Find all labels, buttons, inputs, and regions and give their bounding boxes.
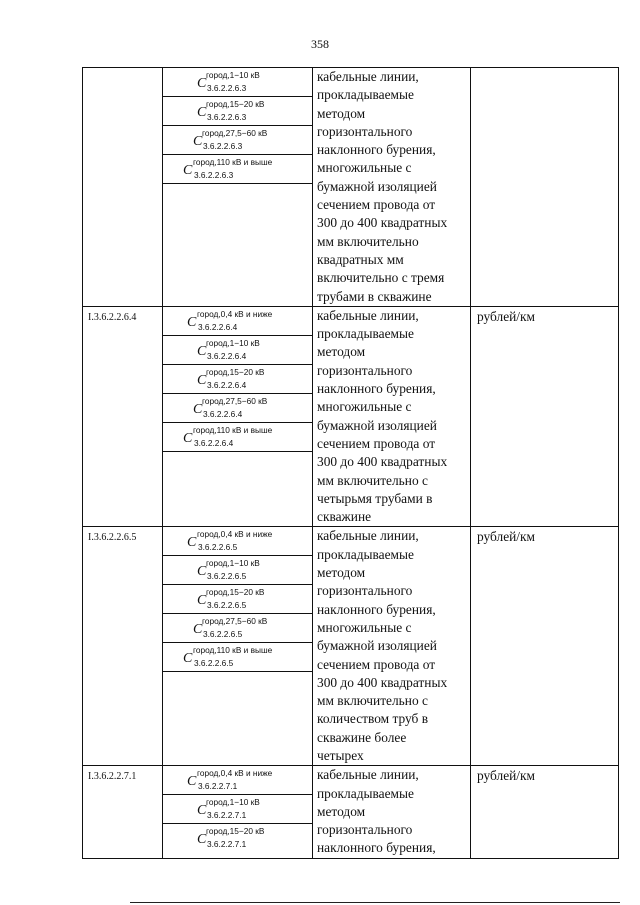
- description-line: методом: [317, 803, 366, 819]
- rate-symbol-letter: C: [193, 134, 203, 149]
- rate-symbol: [163, 614, 312, 643]
- description-line: прокладываемые: [317, 785, 414, 801]
- table-row: [83, 766, 619, 858]
- rate-symbol-letter: C: [183, 430, 193, 446]
- description-line: прокладываемые: [317, 546, 414, 562]
- description-line: многожильные с: [317, 160, 412, 176]
- rate-symbol-letter: C: [197, 76, 207, 91]
- description-line: мм включительно: [317, 233, 419, 249]
- rate-symbol-subscript: 3.6.2.2.6.5: [194, 658, 234, 669]
- rate-symbol: [163, 423, 312, 452]
- unit: [471, 68, 619, 307]
- rate-symbol-superscript: город,15−20 кВ: [206, 99, 265, 109]
- description-line: трубами в скважине: [317, 288, 432, 304]
- description-line: методом: [317, 565, 366, 581]
- rate-symbol-superscript: город,0,4 кВ и ниже: [197, 529, 273, 540]
- rate-symbol-subscript: 3.6.2.2.6.4: [207, 350, 247, 361]
- description-line: многожильные с: [317, 619, 412, 635]
- description-line: мм включительно с: [317, 693, 428, 709]
- rate-symbol-subscript: 3.6.2.2.7.1: [198, 781, 238, 792]
- description-line: количеством труб в: [317, 711, 429, 727]
- description-line: четырех: [317, 747, 364, 763]
- rate-symbol: [163, 643, 312, 672]
- description-line: многожильные с: [317, 399, 412, 415]
- description-line: кабельные линии,: [317, 528, 419, 544]
- rate-symbol-letter: C: [197, 803, 207, 819]
- description-line: прокладываемые: [317, 87, 414, 103]
- description-line: четырьмя трубами в: [317, 490, 433, 506]
- description-line: сечением провода от: [317, 197, 436, 213]
- description-line: бумажной изоляцией: [317, 417, 437, 433]
- rate-symbol: [163, 68, 312, 97]
- rate-symbol-letter: C: [197, 593, 207, 609]
- description-line: наклонного бурения,: [317, 381, 436, 397]
- unit: рублей/км: [471, 306, 619, 527]
- rate-symbol-subscript: 3.6.2.2.7.1: [207, 839, 247, 850]
- description-line: квадратных мм: [317, 251, 404, 267]
- description-line: бумажной изоляцией: [317, 638, 437, 654]
- rate-symbol-superscript: город,27,5−60 кВ: [202, 616, 268, 627]
- rate-symbol-letter: C: [187, 314, 197, 330]
- symbol-cell: [163, 766, 313, 858]
- rate-symbol-letter: C: [187, 774, 197, 790]
- description-line: 300 до 400 квадратных: [317, 215, 448, 231]
- description-line: 300 до 400 квадратных: [317, 454, 448, 470]
- description-line: методом: [317, 105, 366, 121]
- rate-symbol: [163, 766, 312, 795]
- rate-symbol-letter: C: [183, 651, 193, 667]
- description: [313, 306, 471, 527]
- rate-symbol: [163, 307, 312, 336]
- rate-symbol-letter: C: [183, 163, 193, 178]
- rate-symbol-subscript: 3.6.2.2.6.5: [207, 571, 247, 582]
- rate-symbol-letter: C: [197, 564, 207, 580]
- rate-symbol-letter: C: [197, 343, 207, 359]
- rate-symbol-superscript: город,15−20 кВ: [206, 366, 265, 377]
- symbol-cell: [163, 527, 313, 766]
- rate-symbol-subscript: 3.6.2.2.6.5: [203, 629, 243, 640]
- rate-symbol-subscript: 3.6.2.2.6.4: [198, 321, 238, 332]
- rate-symbol-subscript: 3.6.2.2.6.3: [194, 170, 234, 180]
- symbol-cell: [163, 68, 313, 307]
- rate-symbol: [163, 795, 312, 824]
- rate-symbol-superscript: город,0,4 кВ и ниже: [197, 768, 273, 779]
- rate-symbol-letter: C: [193, 401, 203, 417]
- description-line: наклонного бурения,: [317, 840, 436, 856]
- rate-symbol-subscript: 3.6.2.2.6.5: [198, 542, 238, 553]
- rate-symbol: [163, 556, 312, 585]
- description-line: бумажной изоляцией: [317, 178, 437, 194]
- rate-symbol-superscript: город,110 кВ и выше: [193, 645, 273, 656]
- rate-symbol-superscript: город,27,5−60 кВ: [202, 395, 268, 406]
- rate-symbol-subscript: 3.6.2.2.6.3: [203, 141, 243, 151]
- description-line: скважине более: [317, 729, 407, 745]
- description-line: 300 до 400 квадратных: [317, 674, 448, 690]
- description-line: сечением провода от: [317, 435, 436, 451]
- tariff-code: I.3.6.2.2.6.5: [83, 527, 163, 766]
- description-line: горизонтального: [317, 583, 413, 599]
- tariff-code: I.3.6.2.2.7.1: [83, 766, 163, 858]
- rate-symbol: [163, 585, 312, 614]
- rate-symbol-subscript: 3.6.2.2.6.4: [194, 437, 234, 448]
- description-line: методом: [317, 344, 366, 360]
- unit: рублей/км: [471, 527, 619, 766]
- description-line: горизонтального: [317, 822, 413, 838]
- description-line: наклонного бурения,: [317, 601, 436, 617]
- rate-symbol-superscript: город,0,4 кВ и ниже: [197, 308, 273, 319]
- rate-symbol-superscript: город,1−10 кВ: [206, 797, 260, 808]
- rate-symbol: [163, 126, 312, 155]
- rate-symbol-letter: C: [197, 832, 207, 848]
- unit: рублей/км: [471, 766, 619, 858]
- rate-symbol-superscript: город,110 кВ и выше: [193, 424, 273, 435]
- scan-bottom-edge: [130, 902, 620, 903]
- rate-symbol-subscript: 3.6.2.2.6.4: [207, 379, 247, 390]
- rate-symbol: [163, 527, 312, 556]
- rate-symbol-letter: C: [197, 372, 207, 388]
- rate-symbol: [163, 155, 312, 184]
- description-line: наклонного бурения,: [317, 142, 436, 158]
- description-line: скважине: [317, 509, 372, 525]
- rate-symbol: [163, 97, 312, 126]
- rate-symbol-subscript: 3.6.2.2.7.1: [207, 810, 247, 821]
- description-line: кабельные линии,: [317, 767, 419, 783]
- tariff-code: I.3.6.2.2.6.4: [83, 306, 163, 527]
- rate-symbol: [163, 394, 312, 423]
- description-line: сечением провода от: [317, 656, 436, 672]
- rate-symbol-superscript: город,1−10 кВ: [206, 337, 260, 348]
- rate-symbol-letter: C: [193, 622, 203, 638]
- description-line: кабельные линии,: [317, 307, 419, 323]
- tariff-code: [83, 68, 163, 307]
- description-line: мм включительно с: [317, 472, 428, 488]
- rate-symbol-superscript: город,15−20 кВ: [206, 587, 265, 598]
- page-number: 358: [311, 37, 329, 51]
- description-line: горизонтального: [317, 123, 413, 139]
- table-row: [83, 306, 619, 527]
- rate-symbol-superscript: город,1−10 кВ: [206, 558, 260, 569]
- rate-symbol-subscript: 3.6.2.2.6.4: [203, 408, 243, 419]
- table-row: [83, 527, 619, 766]
- rate-symbol-superscript: город,15−20 кВ: [206, 826, 265, 837]
- description: [313, 68, 471, 307]
- rate-symbol-subscript: 3.6.2.2.6.5: [207, 600, 247, 611]
- description-line: кабельные линии,: [317, 69, 419, 84]
- rate-symbol-letter: C: [187, 535, 197, 551]
- rate-symbol-subscript: 3.6.2.2.6.3: [207, 83, 247, 93]
- rate-symbol-superscript: город,27,5−60 кВ: [202, 128, 268, 138]
- rate-symbol-superscript: город,1−10 кВ: [206, 70, 260, 80]
- description-line: прокладываемые: [317, 326, 414, 342]
- description: [313, 527, 471, 766]
- description: [313, 766, 471, 858]
- table-row: [83, 68, 619, 307]
- rate-symbol: [163, 336, 312, 365]
- rate-symbol-subscript: 3.6.2.2.6.3: [207, 112, 247, 122]
- description-line: включительно с тремя: [317, 270, 445, 286]
- rate-symbol-superscript: город,110 кВ и выше: [193, 157, 273, 167]
- description-line: горизонтального: [317, 362, 413, 378]
- rate-symbol: [163, 365, 312, 394]
- tariff-table: [82, 67, 619, 859]
- rate-symbol-letter: C: [197, 105, 207, 120]
- rate-symbol: [163, 824, 312, 853]
- symbol-cell: [163, 306, 313, 527]
